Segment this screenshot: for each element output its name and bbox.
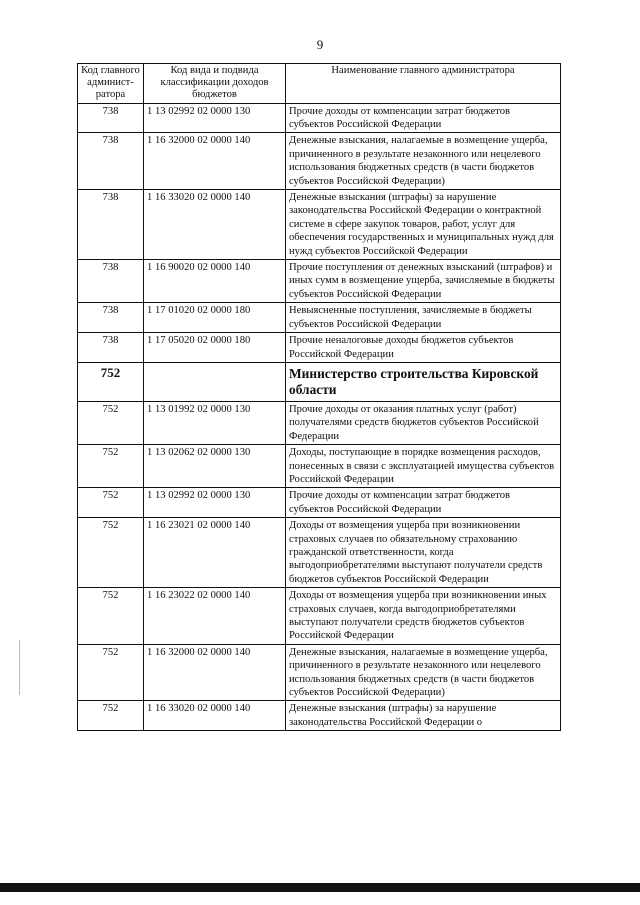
admin-name-cell: Доходы, поступающие в порядке возмещения расходов, понесенных в связи с эксплуатацией имущества субъектов Российской Федерации — [286, 445, 561, 488]
classification-code-cell — [144, 362, 286, 401]
table-row — [78, 588, 561, 645]
admin-code-cell: 738 — [78, 303, 144, 333]
table-row — [78, 518, 561, 588]
table-row — [78, 488, 561, 518]
admin-code-cell: 752 — [78, 488, 144, 518]
admin-name-cell: Денежные взыскания, налагаемые в возмещение ущерба, причиненного в результате незаконного или нецелевого использования бюджетных средств (в части бюджетов субъектов Российской Федерации) — [286, 133, 561, 190]
classification-code-cell: 1 13 01992 02 0000 130 — [144, 401, 286, 444]
admin-code-cell: 752 — [78, 701, 144, 731]
table-header-row — [78, 64, 561, 104]
admin-code-cell: 738 — [78, 190, 144, 260]
admin-name-cell: Невыясненные поступления, зачисляемые в бюджеты субъектов Российской Федерации — [286, 303, 561, 333]
classification-code-cell: 1 16 33020 02 0000 140 — [144, 701, 286, 731]
admin-code-cell: 738 — [78, 103, 144, 133]
classification-code-cell: 1 13 02992 02 0000 130 — [144, 103, 286, 133]
bottom-border-bar — [0, 883, 640, 892]
classification-code-cell: 1 16 23021 02 0000 140 — [144, 518, 286, 588]
header-admin-code: Код главного админист-ратора — [78, 64, 144, 104]
table-row — [78, 333, 561, 363]
table-row — [78, 190, 561, 260]
page-number: 9 — [316, 37, 324, 52]
admin-name-cell: Министерство строительства Кировской области — [286, 362, 561, 401]
table-body — [78, 103, 561, 731]
admin-name-cell: Прочие доходы от оказания платных услуг (работ) получателями средств бюджетов субъектов Российской Федерации — [286, 401, 561, 444]
classification-code-cell: 1 17 01020 02 0000 180 — [144, 303, 286, 333]
classification-code-cell: 1 13 02062 02 0000 130 — [144, 445, 286, 488]
admin-name-cell: Прочие доходы от компенсации затрат бюджетов субъектов Российской Федерации — [286, 488, 561, 518]
revenue-administrators-table — [77, 63, 561, 731]
table-row — [78, 445, 561, 488]
admin-code-cell: 752 — [78, 401, 144, 444]
classification-code-cell: 1 16 90020 02 0000 140 — [144, 260, 286, 303]
classification-code-cell: 1 16 32000 02 0000 140 — [144, 644, 286, 701]
classification-code-cell: 1 16 23022 02 0000 140 — [144, 588, 286, 645]
table-row — [78, 701, 561, 731]
admin-name-cell: Денежные взыскания, налагаемые в возмещение ущерба, причиненного в результате незаконного или нецелевого использования бюджетных средств (в части бюджетов субъектов Российской Федерации) — [286, 644, 561, 701]
admin-code-cell: 752 — [78, 588, 144, 645]
table-row — [78, 401, 561, 444]
classification-code-cell: 1 17 05020 02 0000 180 — [144, 333, 286, 363]
table-row — [78, 133, 561, 190]
admin-code-cell: 752 — [78, 644, 144, 701]
admin-name-cell: Прочие поступления от денежных взысканий (штрафов) и иных сумм в возмещение ущерба, зачисляемые в бюджеты субъектов Российской Федерации — [286, 260, 561, 303]
classification-code-cell: 1 13 02992 02 0000 130 — [144, 488, 286, 518]
scan-edge-mark — [19, 640, 20, 695]
header-admin-name: Наименование главного администратора — [286, 64, 561, 104]
admin-heading-row — [78, 362, 561, 401]
header-classification-code: Код вида и подвида классификации доходов бюджетов — [144, 64, 286, 104]
admin-name-cell: Денежные взыскания (штрафы) за нарушение законодательства Российской Федерации о — [286, 701, 561, 731]
admin-code-cell: 738 — [78, 133, 144, 190]
table-row — [78, 260, 561, 303]
admin-code-cell: 738 — [78, 260, 144, 303]
admin-code-cell: 752 — [78, 362, 144, 401]
table-row — [78, 303, 561, 333]
admin-name-cell: Доходы от возмещения ущерба при возникновении иных страховых случаев, когда выгодоприобретателями выступают получатели средств бюджетов субъектов Российской Федерации — [286, 588, 561, 645]
admin-name-cell: Денежные взыскания (штрафы) за нарушение законодательства Российской Федерации о контрактной системе в сфере закупок товаров, работ, услуг для обеспечения государственных и муниципальных нужд для нужд субъектов Российской Федерации — [286, 190, 561, 260]
admin-code-cell: 752 — [78, 518, 144, 588]
admin-name-cell: Прочие неналоговые доходы бюджетов субъектов Российской Федерации — [286, 333, 561, 363]
table-row — [78, 103, 561, 133]
admin-code-cell: 752 — [78, 445, 144, 488]
table-row — [78, 644, 561, 701]
admin-name-cell: Доходы от возмещения ущерба при возникновении страховых случаев по обязательному страхованию гражданской ответственности, когда выгодоприобретателями выступают получатели средств бюджетов субъектов Российской Федерации — [286, 518, 561, 588]
classification-code-cell: 1 16 33020 02 0000 140 — [144, 190, 286, 260]
admin-code-cell: 738 — [78, 333, 144, 363]
admin-name-cell: Прочие доходы от компенсации затрат бюджетов субъектов Российской Федерации — [286, 103, 561, 133]
classification-code-cell: 1 16 32000 02 0000 140 — [144, 133, 286, 190]
